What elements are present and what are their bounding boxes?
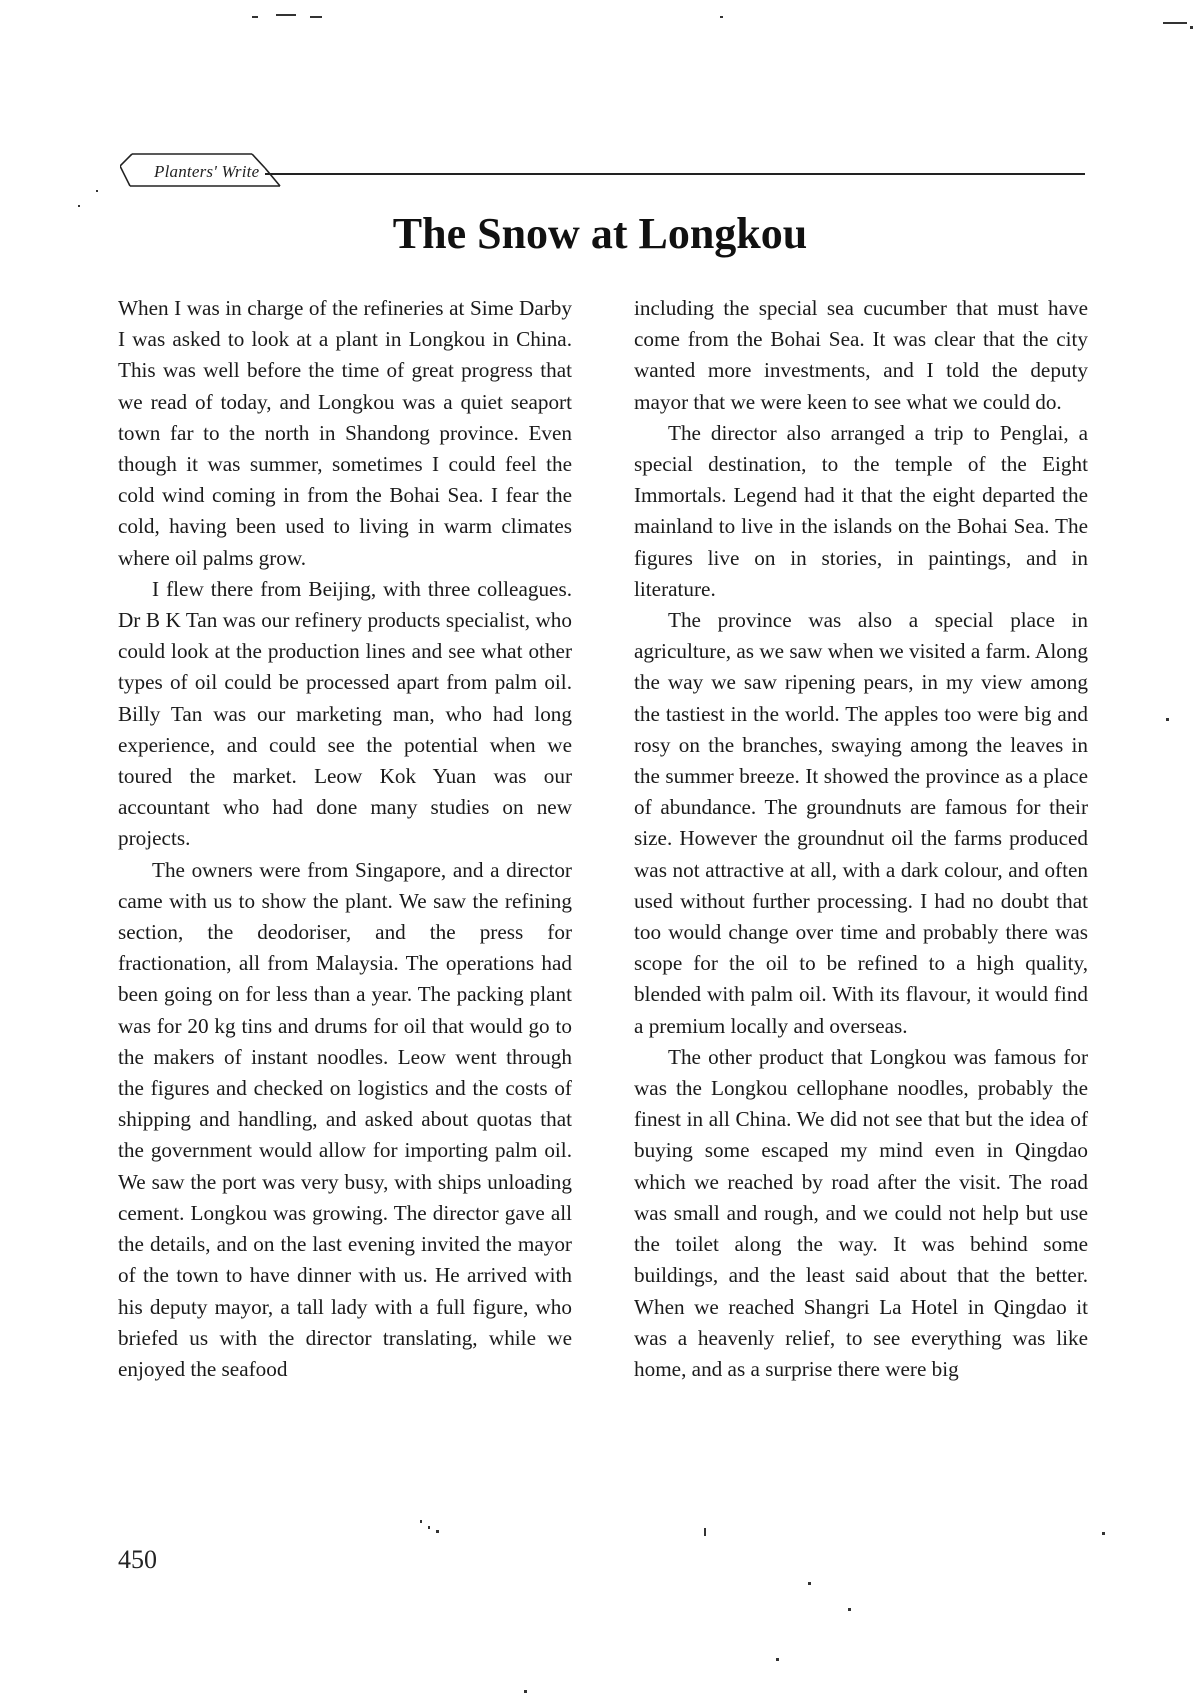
scan-speck (1102, 1532, 1105, 1535)
scan-speck (1163, 22, 1187, 24)
scan-speck (310, 16, 322, 18)
section-label: Planters' Write (154, 162, 260, 181)
scan-speck (704, 1528, 706, 1536)
header-rule (120, 148, 1085, 194)
paragraph: I flew there from Beijing, with three colleagues. Dr B K Tan was our refinery products specialist, who could look at the production lines and see what other types of oil could be processed apart from palm oil. Billy Tan was our marketing man, who had long experience, and could see the potential when we toured the market. Leow Kok Yuan was our accountant who had done many studies on new projects. (118, 576, 572, 851)
page-number: 450 (118, 1545, 157, 1574)
scan-speck (78, 205, 80, 207)
right-column (634, 293, 1088, 1385)
scan-speck (420, 1520, 422, 1523)
paragraph: The director also arranged a trip to Penglai, a special destination, to the temple of the Eight Immortals. Legend had it that the eight departed the mainland to live in the islands on the Bohai Sea. The figures live on in stories, in paintings, and in literature. (634, 420, 1088, 601)
scan-speck (524, 1690, 527, 1693)
left-column (118, 293, 572, 1385)
scan-speck (848, 1608, 851, 1611)
scan-speck (1166, 718, 1169, 721)
paragraph: The province was also a special place in agriculture, as we saw when we visited a farm. Along the way we saw ripening pears, in my view among the tastiest in the world. The apples too were big and rosy on the branches, swaying among the leaves in the summer breeze. It showed the province as a place of abundance. The groundnuts are famous for their size. However the groundnut oil the farms produced was not attractive at all, with a dark colour, and often used without further processing. I had no doubt that too would change over time and probably there was scope for the oil to be refined to a high quality, blended with palm oil. With its flavour, it would find a premium locally and overseas. (634, 608, 1088, 1038)
scan-speck (252, 16, 258, 18)
scan-speck (96, 190, 98, 192)
scan-speck (428, 1526, 430, 1529)
scan-speck (808, 1582, 811, 1585)
scan-speck (776, 1658, 779, 1661)
scan-speck (1190, 26, 1193, 29)
paragraph: The other product that Longkou was famous for was the Longkou cellophane noodles, probably the finest in all China. We did not see that but the idea of buying some escaped my mind even in Qingdao which we reached by road after the visit. The road was small and rough, and we could not help but use the toilet along the way. It was behind some buildings, and the least said about that the better. When we reached Shangri La Hotel in Qingdao it was a heavenly relief, to see everything was like home, and as a surprise there were big (634, 1044, 1088, 1381)
scan-speck (436, 1530, 439, 1533)
scan-speck (276, 14, 296, 16)
paragraph: When I was in charge of the refineries at Sime Darby I was asked to look at a plant in Longkou in China. This was well before the time of great progress that we read of today, and Longkou was a quiet seaport town far to the north in Shandong province. Even though it was summer, sometimes I could feel the cold wind coming in from the Bohai Sea. I fear the cold, having been used to living in warm climates where oil palms grow. (118, 296, 572, 570)
paragraph: The owners were from Singapore, and a director came with us to show the plant. We saw the refining section, the deodoriser, and the press for fractionation, all from Malaysia. The operations had been going on for less than a year. The packing plant was for 20 kg tins and drums for oil that would go to the makers of instant noodles. Leow went through the figures and checked on logistics and the costs of shipping and handling, and asked about quotas that the government would allow for importing palm oil. We saw the port was very busy, with ships unloading cement. Longkou was growing. The director gave all the details, and on the last evening invited the mayor of the town to have dinner with us. He arrived with his deputy mayor, a tall lady with a full figure, who briefed us with the director translating, while we enjoyed the seafood (118, 857, 572, 1381)
scan-speck (720, 16, 723, 18)
paragraph: including the special sea cucumber that must have come from the Bohai Sea. It was clear that the city wanted more investments, and I told the deputy mayor that we were keen to see what we could do. (634, 296, 1088, 414)
article-title: The Snow at Longkou (392, 209, 808, 258)
running-header (120, 148, 1085, 194)
